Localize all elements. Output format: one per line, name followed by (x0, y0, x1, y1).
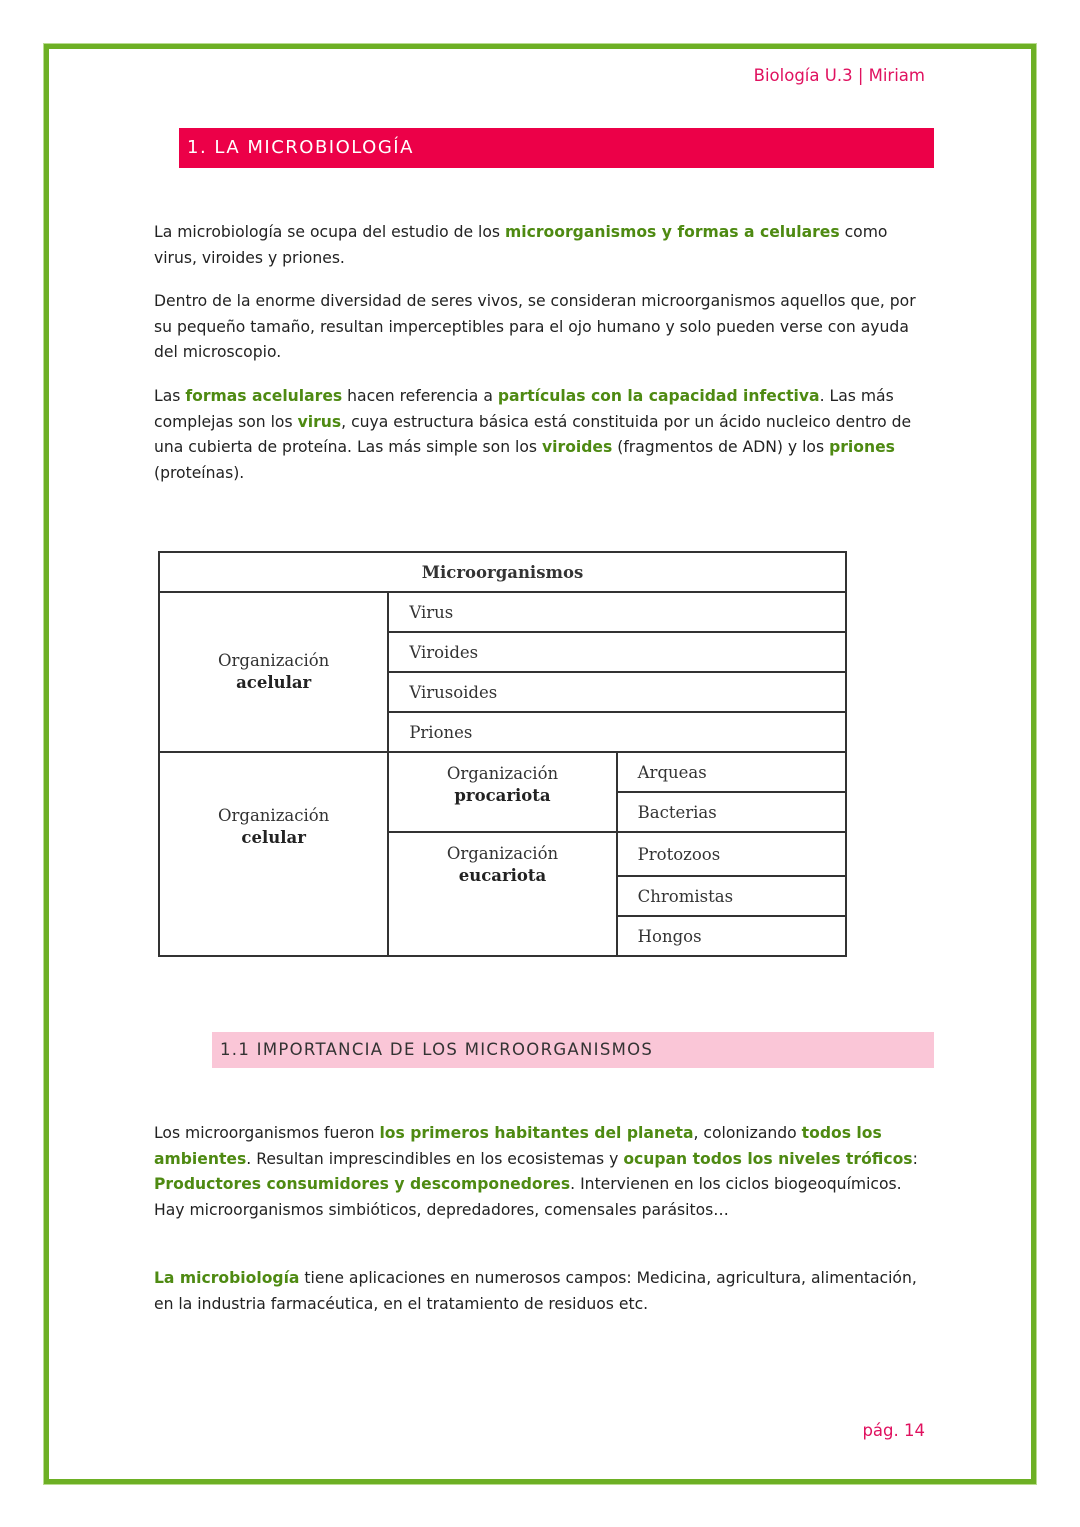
text-run: Dentro de la enorme diversidad de seres vivos, se consideran microorganismos aquellos que, por su pequeño tamaño, resultan imperceptibles para el ojo humano y solo pueden verse con ayuda del microscopio. (154, 292, 916, 361)
microorganisms-table (158, 551, 847, 957)
highlighted-text: todos los ambientes (154, 1124, 882, 1168)
highlighted-text: microorganismos y formas a celulares (505, 223, 840, 241)
text-run: . Intervienen en los ciclos biogeoquímicos. Hay microorganismos simbióticos, depredadores, comensales parásitos… (154, 1175, 902, 1219)
text-run: Las (154, 387, 186, 405)
highlighted-text: partículas con la capacidad infectiva (497, 387, 820, 405)
paragraph (154, 220, 929, 271)
text-run: . Las más complejas son los (154, 387, 894, 431)
table-cell: Arqueas (617, 752, 846, 792)
text-run: La microbiología se ocupa del estudio de los (154, 223, 506, 241)
text-run: Los microorganismos fueron (154, 1124, 380, 1142)
text-run: , cuya estructura básica está constituida por un ácido nucleico dentro de una cubierta de proteína. Las más simple son los (154, 412, 912, 456)
text-run: , colonizando (693, 1124, 802, 1142)
table-cell: Bacterias (617, 792, 846, 832)
text-run: (proteínas). (154, 463, 245, 482)
highlighted-text: formas acelulares (185, 387, 343, 405)
procariota-cell: Organización procariota (388, 752, 616, 832)
table-cell: Virus (388, 592, 846, 632)
table-cell: Viroides (388, 632, 846, 672)
table-cell: Virusoides (388, 672, 846, 712)
text-run: (fragmentos de ADN) y los (612, 438, 830, 456)
highlighted-text: los primeros habitantes del planeta (379, 1124, 694, 1142)
paragraph (154, 384, 929, 486)
paragraph (154, 1121, 929, 1223)
table-cell: Chromistas (617, 876, 846, 916)
text-run: hacen referencia a (342, 387, 498, 405)
table-cell: Protozoos (617, 832, 846, 876)
text-run: . Resultan imprescindibles en los ecosistemas y (246, 1149, 624, 1168)
section-heading: 1. LA MICROBIOLOGÍA (179, 128, 934, 168)
highlighted-text: virus (297, 412, 342, 431)
highlighted-text: Productores consumidores y descomponedores (154, 1175, 571, 1193)
running-header: Biología U.3 | Miriam (753, 66, 925, 85)
text-run: como virus, viroides y priones. (154, 223, 888, 267)
paragraph (154, 1266, 929, 1317)
subsection-heading: 1.1 IMPORTANCIA DE LOS MICROORGANISMOS (212, 1032, 934, 1068)
table-cell: Hongos (617, 916, 846, 956)
highlighted-text: viroides (542, 438, 613, 456)
highlighted-text: ocupan todos los niveles tróficos (623, 1149, 913, 1168)
text-run: tiene aplicaciones en numerosos campos: Medicina, agricultura, alimentación, en la industria farmacéutica, en el tratamiento de residuos etc. (154, 1269, 917, 1313)
paragraph (154, 289, 929, 366)
highlighted-text: La microbiología (154, 1269, 300, 1287)
highlighted-text: priones (829, 438, 895, 456)
eucariota-cell: Organización eucariota (388, 832, 616, 956)
page-number: pág. 14 (862, 1421, 925, 1440)
text-run: : (912, 1149, 918, 1168)
table-cell: Priones (388, 712, 846, 752)
acelular-cell: Organización acelular (159, 592, 388, 752)
table-title: Microorganismos (159, 552, 846, 592)
celular-cell: Organización celular (159, 752, 388, 956)
